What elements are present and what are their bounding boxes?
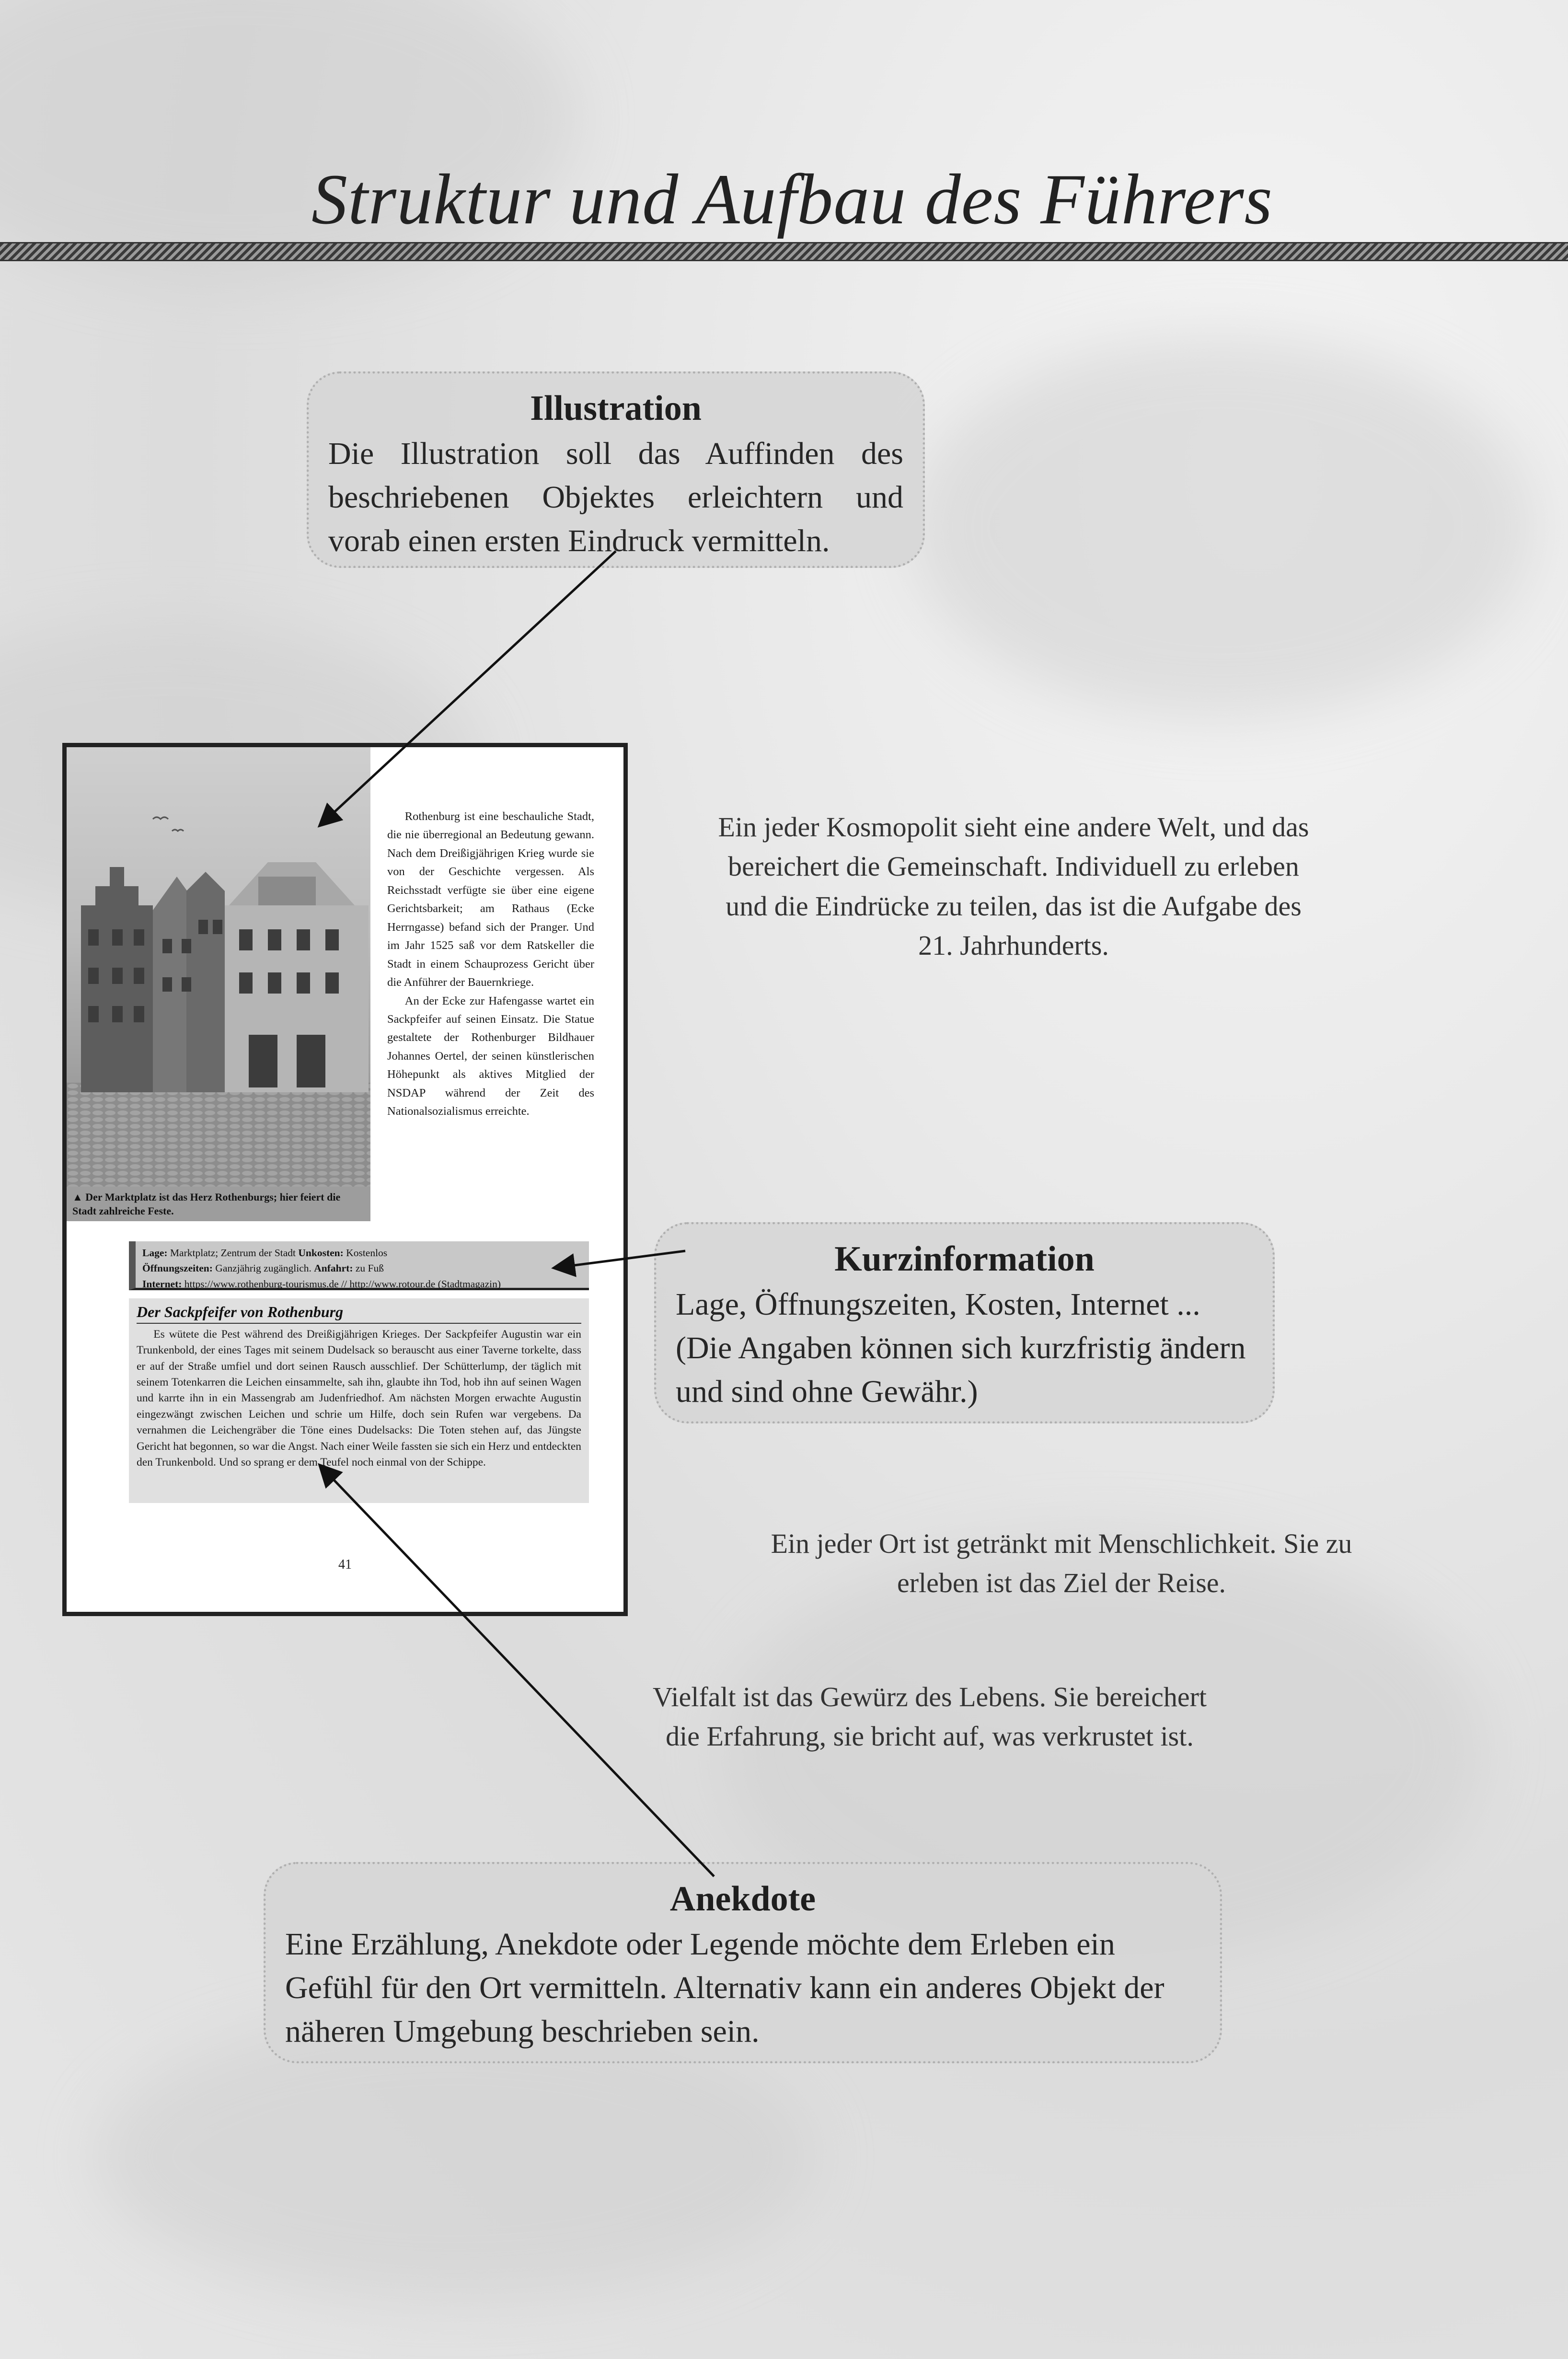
callout-heading: Illustration [530,389,702,428]
sample-paragraph: An der Ecke zur Hafengasse wartet ein Sackpfeifer auf seinen Einsatz. Die Statue gestaltete der Rothenburger Bildhauer Johannes Oertel, der seinen künstlerischen Höhepunkt als aktives Mitglied der NSDAP während der Zeit des Nationalsozialismus erreichte. [387,994,594,1118]
info-link[interactable]: https://www.rothenburg-tourismus.de // http://www.rotour.de (Stadtmagazin) [184,1278,501,1290]
quote-menschlichkeit: Ein jeder Ort ist getränkt mit Menschlichkeit. Sie zu erleben ist das Ziel der Reise. [771,1528,1352,1599]
page-title: Struktur und Aufbau des Führers [311,160,1273,239]
anecdote-title: Der Sackpfeifer von Rothenburg [137,1303,344,1320]
sample-paragraph: Rothenburg ist eine beschauliche Stadt, die nie überregional an Bedeutung gewann. Nach dem Dreißigjährigen Krieg wurde sie von der Geschichte vergessen. Als Reichsstadt verfügte sie über eine eigene Gerichtsbarkeit; am Rathaus (Ecke Herrngasse) befand sich der Pranger. Und im Jahr 1525 saß vor dem Ratskeller die Stadt in einem Schauprozess Gericht über die Anführer der Bauernkriege. [387,810,594,989]
photo-caption: ▲ Der Marktplatz ist das Herz Rothenburgs; hier feiert die Stadt zahlreiche Feste. [67,1187,370,1221]
info-label: Öffnungszeiten: [142,1262,213,1274]
info-label: Internet: [142,1278,182,1290]
arrow-kurzinformation [556,1251,685,1268]
anecdote-text: Es wütete die Pest während des Dreißigjährigen Krieges. Der Sackpfeifer Augustin war ein Trunkenbold, der eines Tages mit seinem Dudelsack so berauscht aus einer Taverne torkelte, dass er auf der Straße umfiel und dort seinen Rausch ausschlief. Der Schütterlump, der täglich mit seinem Totenkarren die Leichen einsammelte, sah ihn, glaubte ihn Tod, hob ihn auf seinen Wagen und karrte ihn in ein Massengrab am Judenfriedhof. Am nächsten Morgen erwachte Augustin eingezwängt zwischen Leichen und schrie um Hilfe, doch sein Rufen war vergebens. Da vernahmen die Leichengräber die Töne eines Dudelsacks: Die Toten stehen auf, das Jüngste Gericht hat begonnen, so war die Angst. Nach einer Weile fassten sie sich ein Herz und entdeckten den Trunkenbold. Und so sprang er dem Teufel noch einmal von der Schippe. [137,1328,581,1469]
arrow-illustration [321,551,616,824]
page-number: 41 [338,1557,352,1572]
quote-vielfalt: Vielfalt ist das Gewürz des Lebens. Sie bereichert die Erfahrung, sie bricht auf, was verkrustet ist. [652,1681,1207,1752]
callout-heading: Kurzinformation [834,1239,1095,1279]
info-value: Marktplatz; Zentrum der Stadt [170,1247,296,1259]
info-label: Lage: [142,1247,168,1259]
info-value: Kostenlos [346,1247,388,1259]
callout-text: Die Illustration soll das Auffinden des beschriebenen Objektes erleichtern und vorab einen ersten Eindruck vermitteln. [328,436,903,559]
quote-kosmopolit: Ein jeder Kosmopolit sieht eine andere Welt, und das bereichert die Gemeinschaft. Individuell zu erleben und die Eindrücke zu teilen, das ist die Aufgabe des 21. Jahrhunderts. [718,811,1309,961]
callout-text: Eine Erzählung, Anekdote oder Legende möchte dem Erleben ein Gefühl für den Ort vermitteln. Alternativ kann ein anderes Objekt der näheren Umgebung beschrieben sein. [285,1927,1164,2049]
info-value: zu Fuß [355,1262,384,1274]
info-label: Unkosten: [298,1247,344,1259]
info-label: Anfahrt: [314,1262,353,1274]
callout-heading: Anekdote [669,1879,816,1919]
arrow-anekdote [321,1467,714,1876]
info-value: Ganzjährig zugänglich. [215,1262,311,1274]
callout-text: Lage, Öffnungszeiten, Kosten, Internet ... (Die Angaben können sich kurzfristig ändern und sind ohne Gewähr.) [676,1287,1246,1410]
